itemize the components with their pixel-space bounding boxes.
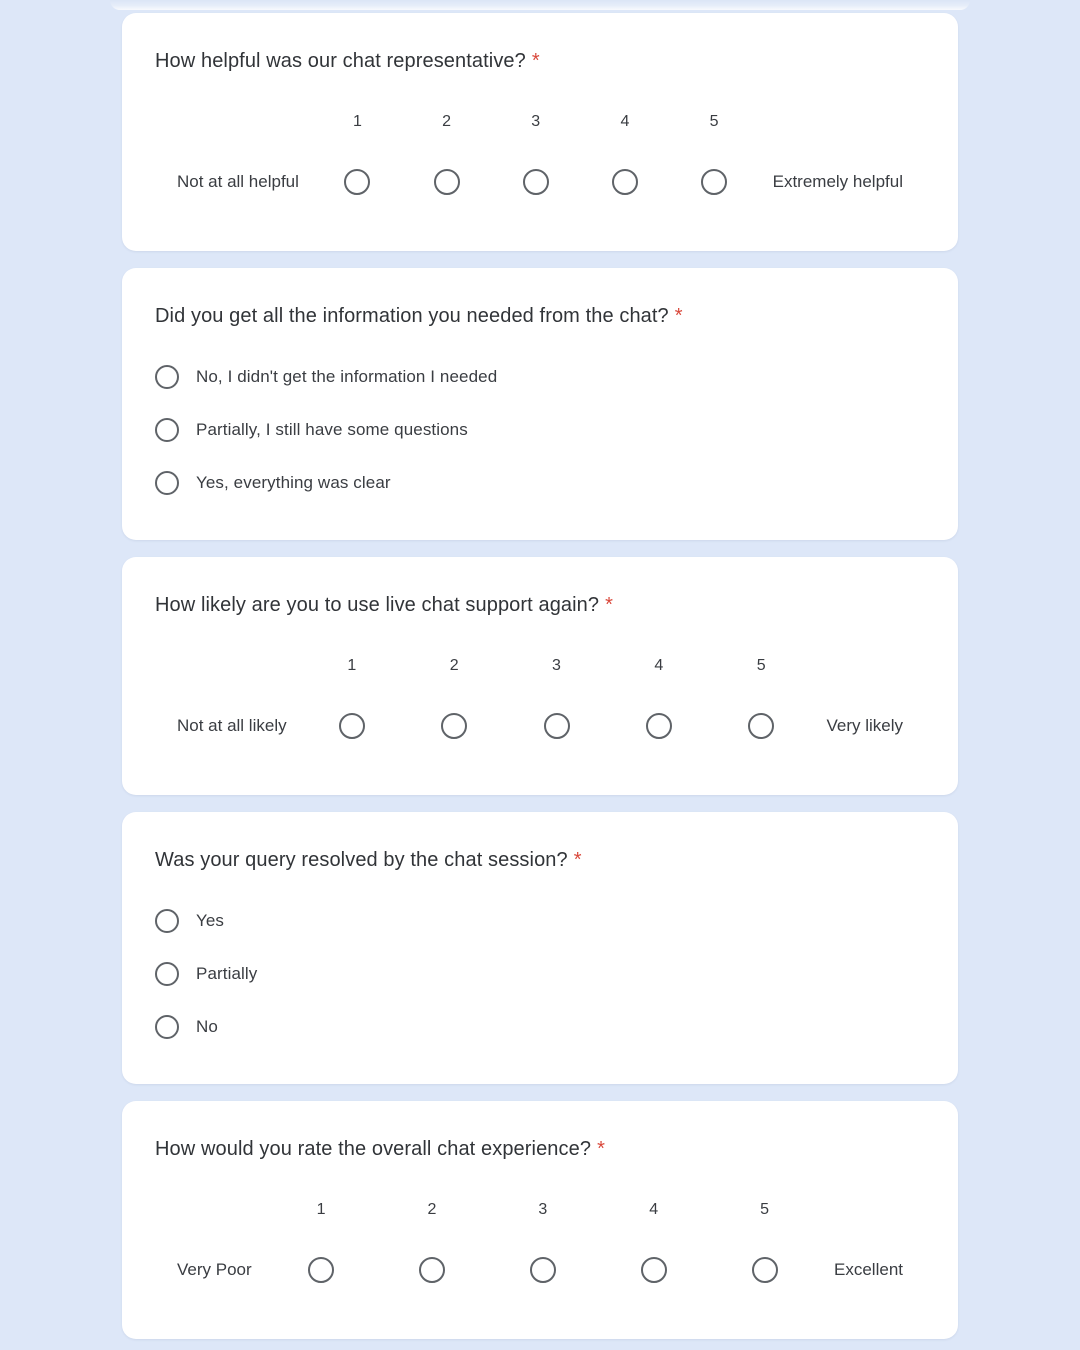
scale-option-1[interactable] xyxy=(308,1199,334,1283)
radio-button-unselected[interactable] xyxy=(612,169,638,195)
question-title xyxy=(155,1135,925,1163)
option-label: Yes, everything was clear xyxy=(196,473,391,492)
radio-button-unselected[interactable] xyxy=(748,713,774,739)
scale-option-3[interactable] xyxy=(523,111,549,195)
radio-button-unselected[interactable] xyxy=(339,713,365,739)
scale-option-1[interactable] xyxy=(339,655,365,739)
scale-option-4[interactable] xyxy=(641,1199,667,1283)
scale-value-label: 2 xyxy=(427,1201,437,1218)
scale-options xyxy=(313,111,759,195)
radio-button-unselected[interactable] xyxy=(701,169,727,195)
question-title-text: Was your query resolved by the chat session? xyxy=(155,849,568,871)
option-row[interactable] xyxy=(155,961,925,987)
radio-button-unselected[interactable] xyxy=(523,169,549,195)
option-row[interactable] xyxy=(155,1014,925,1040)
scale-value-label: 3 xyxy=(538,1201,548,1218)
scale-value-label: 2 xyxy=(442,113,452,130)
option-label: Partially, I still have some questions xyxy=(196,420,468,439)
linear-scale xyxy=(155,111,925,195)
scale-value-label: 3 xyxy=(552,657,561,674)
scale-value-label: 5 xyxy=(709,113,719,130)
radio-button-unselected[interactable] xyxy=(544,713,570,739)
scale-option-2[interactable] xyxy=(419,1199,445,1283)
scale-value-label: 1 xyxy=(353,113,362,130)
option-row[interactable] xyxy=(155,417,925,443)
option-label: Partially xyxy=(196,964,258,983)
scale-option-2[interactable] xyxy=(441,655,467,739)
option-row[interactable] xyxy=(155,364,925,390)
required-asterisk: * xyxy=(573,849,582,871)
scale-option-1[interactable] xyxy=(344,111,370,195)
scale-high-label: Extremely helpful xyxy=(772,172,903,191)
scale-options xyxy=(301,655,813,739)
required-asterisk: * xyxy=(597,1138,605,1160)
radio-button-unselected[interactable] xyxy=(155,1015,179,1039)
radio-button-unselected[interactable] xyxy=(441,713,467,739)
question-card-list xyxy=(122,13,958,1339)
question-title-text: How helpful was our chat representative? xyxy=(155,50,526,72)
scale-high-label: Very likely xyxy=(826,716,903,735)
previous-card-cutoff-edge xyxy=(110,0,970,10)
scale-value-label: 2 xyxy=(449,657,459,674)
question-card-query-resolved xyxy=(122,812,958,1084)
scale-option-5[interactable] xyxy=(701,111,727,195)
scale-options xyxy=(266,1199,820,1283)
option-label: Yes xyxy=(196,911,225,930)
question-title-text: How would you rate the overall chat experience? xyxy=(155,1138,592,1160)
question-title xyxy=(155,591,925,619)
scale-option-4[interactable] xyxy=(646,655,672,739)
linear-scale xyxy=(155,1199,925,1283)
radio-button-unselected[interactable] xyxy=(434,169,460,195)
question-title-text: How likely are you to use live chat support again? xyxy=(155,594,600,616)
scale-value-label: 5 xyxy=(760,1201,769,1218)
scale-low-label: Not at all likely xyxy=(177,716,287,735)
scale-value-label: 4 xyxy=(620,113,630,130)
linear-scale xyxy=(155,655,925,739)
scale-option-3[interactable] xyxy=(530,1199,556,1283)
question-title xyxy=(155,47,925,75)
question-title xyxy=(155,846,925,874)
option-row[interactable] xyxy=(155,470,925,496)
scale-option-5[interactable] xyxy=(748,655,774,739)
scale-low-label: Very Poor xyxy=(177,1260,252,1279)
required-asterisk: * xyxy=(674,305,683,327)
question-title xyxy=(155,302,925,330)
required-asterisk: * xyxy=(605,594,614,616)
radio-button-unselected[interactable] xyxy=(155,365,179,389)
question-card-chat-representative-helpfulness xyxy=(122,13,958,251)
question-card-information-needed xyxy=(122,268,958,540)
scale-option-4[interactable] xyxy=(612,111,638,195)
radio-button-unselected[interactable] xyxy=(155,962,179,986)
radio-button-unselected[interactable] xyxy=(155,471,179,495)
scale-option-5[interactable] xyxy=(752,1199,778,1283)
scale-option-2[interactable] xyxy=(434,111,460,195)
scale-value-label: 1 xyxy=(347,657,357,674)
radio-button-unselected[interactable] xyxy=(155,418,179,442)
radio-button-unselected[interactable] xyxy=(419,1257,445,1283)
required-asterisk: * xyxy=(531,50,540,72)
radio-button-unselected[interactable] xyxy=(646,713,672,739)
scale-value-label: 1 xyxy=(316,1201,326,1218)
radio-button-unselected[interactable] xyxy=(752,1257,778,1283)
option-label: No xyxy=(196,1017,218,1036)
question-card-overall-experience xyxy=(122,1101,958,1339)
choice-options xyxy=(155,364,925,496)
scale-value-label: 4 xyxy=(654,657,664,674)
question-title-text: Did you get all the information you needed from the chat? xyxy=(155,305,669,327)
scale-high-label: Excellent xyxy=(834,1260,903,1279)
scale-value-label: 4 xyxy=(649,1201,659,1218)
radio-button-unselected[interactable] xyxy=(308,1257,334,1283)
radio-button-unselected[interactable] xyxy=(155,909,179,933)
option-row[interactable] xyxy=(155,908,925,934)
radio-button-unselected[interactable] xyxy=(530,1257,556,1283)
radio-button-unselected[interactable] xyxy=(641,1257,667,1283)
scale-value-label: 3 xyxy=(531,113,541,130)
scale-value-label: 5 xyxy=(756,657,766,674)
scale-option-3[interactable] xyxy=(544,655,570,739)
question-card-use-chat-again xyxy=(122,557,958,795)
radio-button-unselected[interactable] xyxy=(344,169,370,195)
choice-options xyxy=(155,908,925,1040)
scale-low-label: Not at all helpful xyxy=(177,172,299,191)
option-label: No, I didn't get the information I needed xyxy=(196,367,498,386)
